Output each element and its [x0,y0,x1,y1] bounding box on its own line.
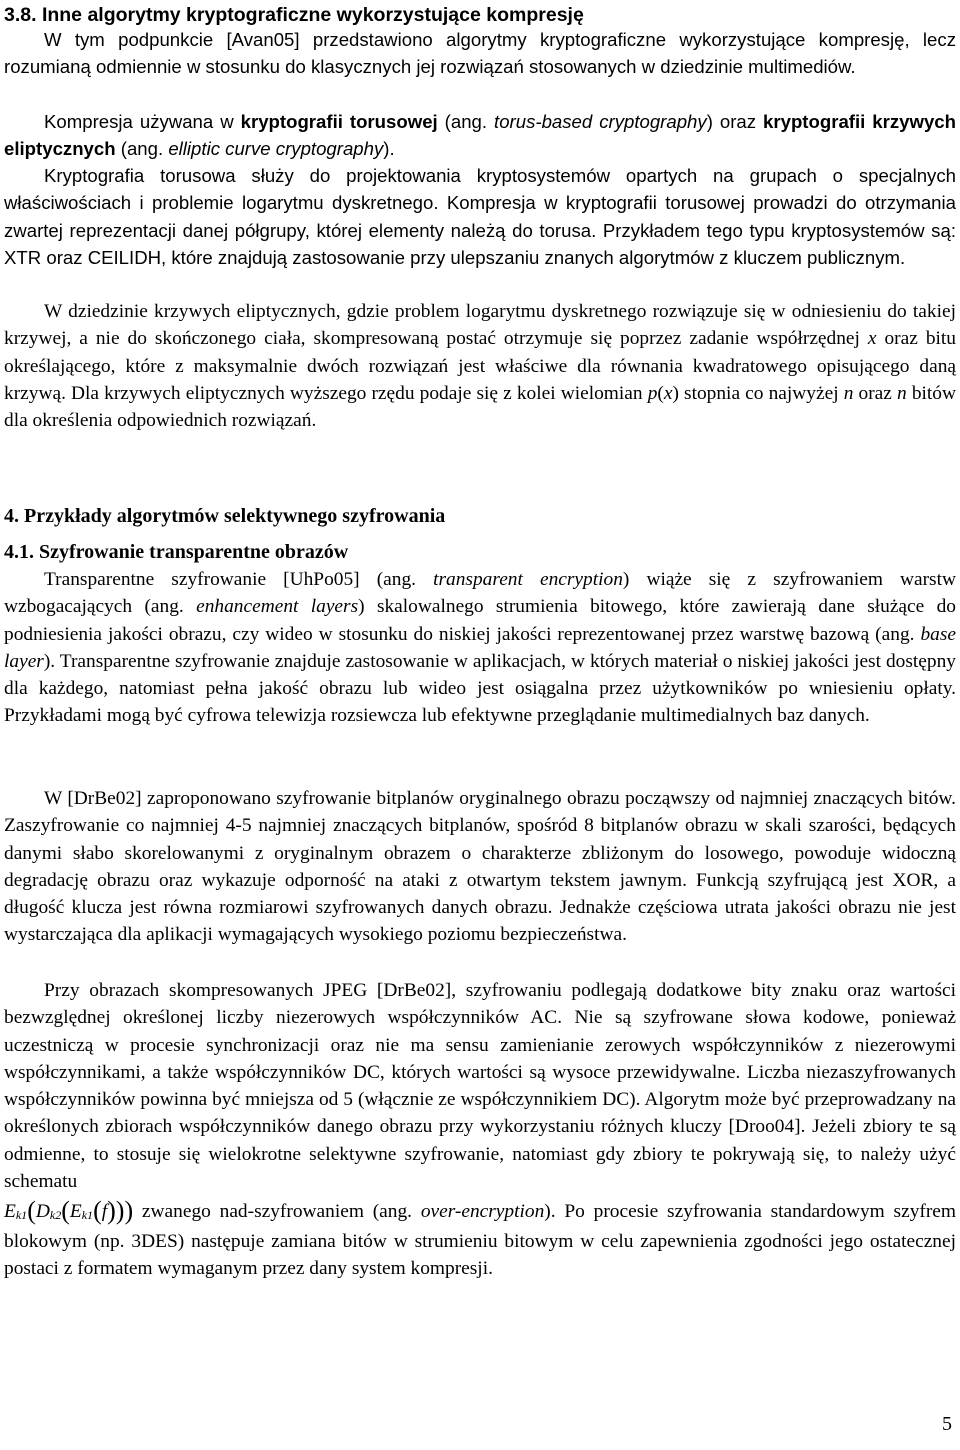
text-run: W dziedzinie krzywych eliptycznych, gdzie problem logarytmu dyskretnego rozwiązuje się w odniesieniu do takiej krzywej, a nie do skończonego ciała, skompresowaną postać otrzymuje się poprzez zadanie współrzędnej [4,301,956,350]
text-run: ). Po procesie szyfrowania standardowym szyfrem blokowym (np. 3DES) następuje zamiana bitów w strumieniu bitowym w celu zapewnienia zgodności jego ostatecznej postaci z formatem wymaganym przez dany system kompresji. [4,1201,957,1279]
text-run: oraz [853,382,898,404]
text-run: (ang. [115,138,169,160]
english-term-enhancement: enhancement layers [196,596,359,618]
text-run: ) stopnia co najwyżej [672,382,844,404]
over-encryption-formula [4,1196,134,1226]
english-term-elliptic: elliptic curve cryptography [168,138,384,160]
section-3-8-heading: 3.8. Inne algorytmy kryptograficzne wykorzystujące kompresję [4,4,584,26]
formula-paren: ) [107,1196,116,1226]
english-term-torus: torus-based cryptography [494,111,707,132]
math-var-n: n [897,382,907,404]
formula-paren: ( [93,1196,102,1226]
section-3-8-paragraph-1: W tym podpunkcie [Avan05] przedstawiono algorytmy kryptograficzne wykorzystujące kompresję, lecz rozumianą odmiennie w stosunku do klasycznych jej rozwiązań stosowanych w dziedzinie multimediów. [4,29,956,78]
section-4-1-heading: 4.1. Szyfrowanie transparentne obrazów [4,541,349,563]
math-var-x: x [867,328,877,350]
text-run: ) oraz [706,111,764,132]
text-run: ). [383,138,395,160]
english-term-over-encryption: over-encryption [420,1201,545,1223]
formula-E: E [69,1201,82,1223]
formula-paren: ( [27,1196,36,1226]
text-run: oraz bitu określającego, które z maksymalnie dwóch rozwiązań jest właściwe dla równania kwadratowego opisującego daną krzywą. Dla krzywych eliptycznych wyższego rzędu podaje się z kolei wielomian [4,328,956,404]
section-4-1-paragraph-3 [4,977,956,1282]
formula-sub-k1: k1 [15,1208,28,1223]
text-run: zwanego nad-szyfrowaniem (ang. [133,1201,421,1223]
formula-paren: ) [124,1196,134,1226]
page-number: 5 [942,1413,952,1435]
formula-D: D [35,1201,50,1223]
section-3-8-paragraph-2 [4,108,956,163]
english-term-base-layer: base layer [4,623,956,672]
math-var-p: p [647,382,658,404]
text-run: ). Transparentne szyfrowanie znajduje zastosowanie w aplikacjach, w których materiał o niskiej jakości jest dostępny dla każdego, natomiast pełna jakość obrazu lub wideo jest osiągalna przez użytkowników po wniesieniu opłaty. Przykładami mogą być cyfrowa telewizja rozsiewcza lub efektywne przeglądanie multimedialnych baz danych. [4,650,956,727]
section-3-8-paragraph-4 [4,298,956,434]
english-term-transparent: transparent encryption [433,569,623,590]
section-3-8-paragraph-3: Kryptografia torusowa służy do projektowania kryptosystemów opartych na grupach o specjalnych właściwościach i problemie logarytmu dyskretnego. Kompresja w kryptografii torusowej prowadzi do otrzymania zwartej reprezentacji danej półgrupy, której elementy należą do torusa. Przykładem tego typu kryptosystemów są: XTR oraz CEILIDH, które znajdują zastosowanie przy ulepszaniu znanych algorytmów z kluczem publicznym. [4,165,956,268]
term-elliptic-cryptography: kryptografii krzywych eliptycznych [4,111,957,160]
formula-sub-k1: k1 [81,1208,94,1223]
text-run: Przy obrazach skompresowanych JPEG [DrBe02], szyfrowaniu podlegają dodatkowe bity znaku oraz wartości bezwzględnej określonej liczby niezerowych współczynników AC. Nie są szyfrowane słowa kodowe, ponieważ uczestniczą w procesie synchronizacji oraz nie ma sensu zamienianie zerowych współczynników z niezerowymi współczynnikami, a także współczynników DC, których wartości są wysoce przewidywalne. Liczba niezaszyfrowanych współczynników powinna być mniejsza od 5 (włącznie ze współczynnikiem DC). Algorytm może być przeprowadzany na określonych zbiorach współczynników danego obrazu przy wykorzystaniu różnych kluczy [Droo04]. Jeżeli zbiory te są odmienne, to stosuje się wielokrotne selektywne szyfrowanie, natomiast gdy zbiory te pokrywają się, to należy użyć schematu [4,980,956,1193]
text-run: Transparentne szyfrowanie [UhPo05] (ang. [44,569,434,590]
formula-paren: ( [61,1196,70,1226]
text-run: ( [657,382,664,404]
section-4-1-paragraph-2: W [DrBe02] zaproponowano szyfrowanie bitplanów oryginalnego obrazu począwszy od najmniej znaczących bitów. Zaszyfrowanie co najmniej 4-5 najmniej znaczących bitplanów, spośród 8 bitplanów obrazu w skali szarości, będących danymi słabo skorelowanymi z oryginalnym obrazem o charakterze zbliżonym do losowego, powoduje widoczną degradację obrazu oraz wykazuje odporność na ataki z otwartym tekstem jawnym. Funkcją szyfrującą jest XOR, a długość klucza jest równa rozmiarowi szyfrowanych danych obrazu. Jednakże częściowa utrata jakości obrazu nie jest wystarczająca dla aplikacji wymagających wysokiego poziomu bezpieczeństwa. [4,788,956,946]
formula-sub-k2: k2 [49,1208,62,1223]
formula-E: E [4,1201,16,1223]
math-var-x: x [663,382,673,404]
formula-paren: ) [115,1196,125,1226]
math-var-n: n [843,382,854,404]
text-run: ) wiąże się z szyfrowaniem warstw wzbogacających (ang. [4,569,956,618]
text-run: ) skalowalnego strumienia bitowego, które zawierają dane służące do podniesienia jakości obrazu, czy wideo w stosunku do niskiej jakości reprezentowanej przez warstwę bazową (ang. [4,596,956,645]
text-run: Kompresja używana w [44,111,241,132]
text-run: (ang. [437,111,495,132]
text-run: bitów dla określenia odpowiednich rozwiązań. [4,382,957,432]
section-4-1-paragraph-1 [4,566,956,730]
formula-f: f [101,1201,108,1223]
section-4-heading: 4. Przykłady algorytmów selektywnego szyfrowania [4,505,446,527]
term-torus-cryptography: kryptografii torusowej [240,111,438,132]
